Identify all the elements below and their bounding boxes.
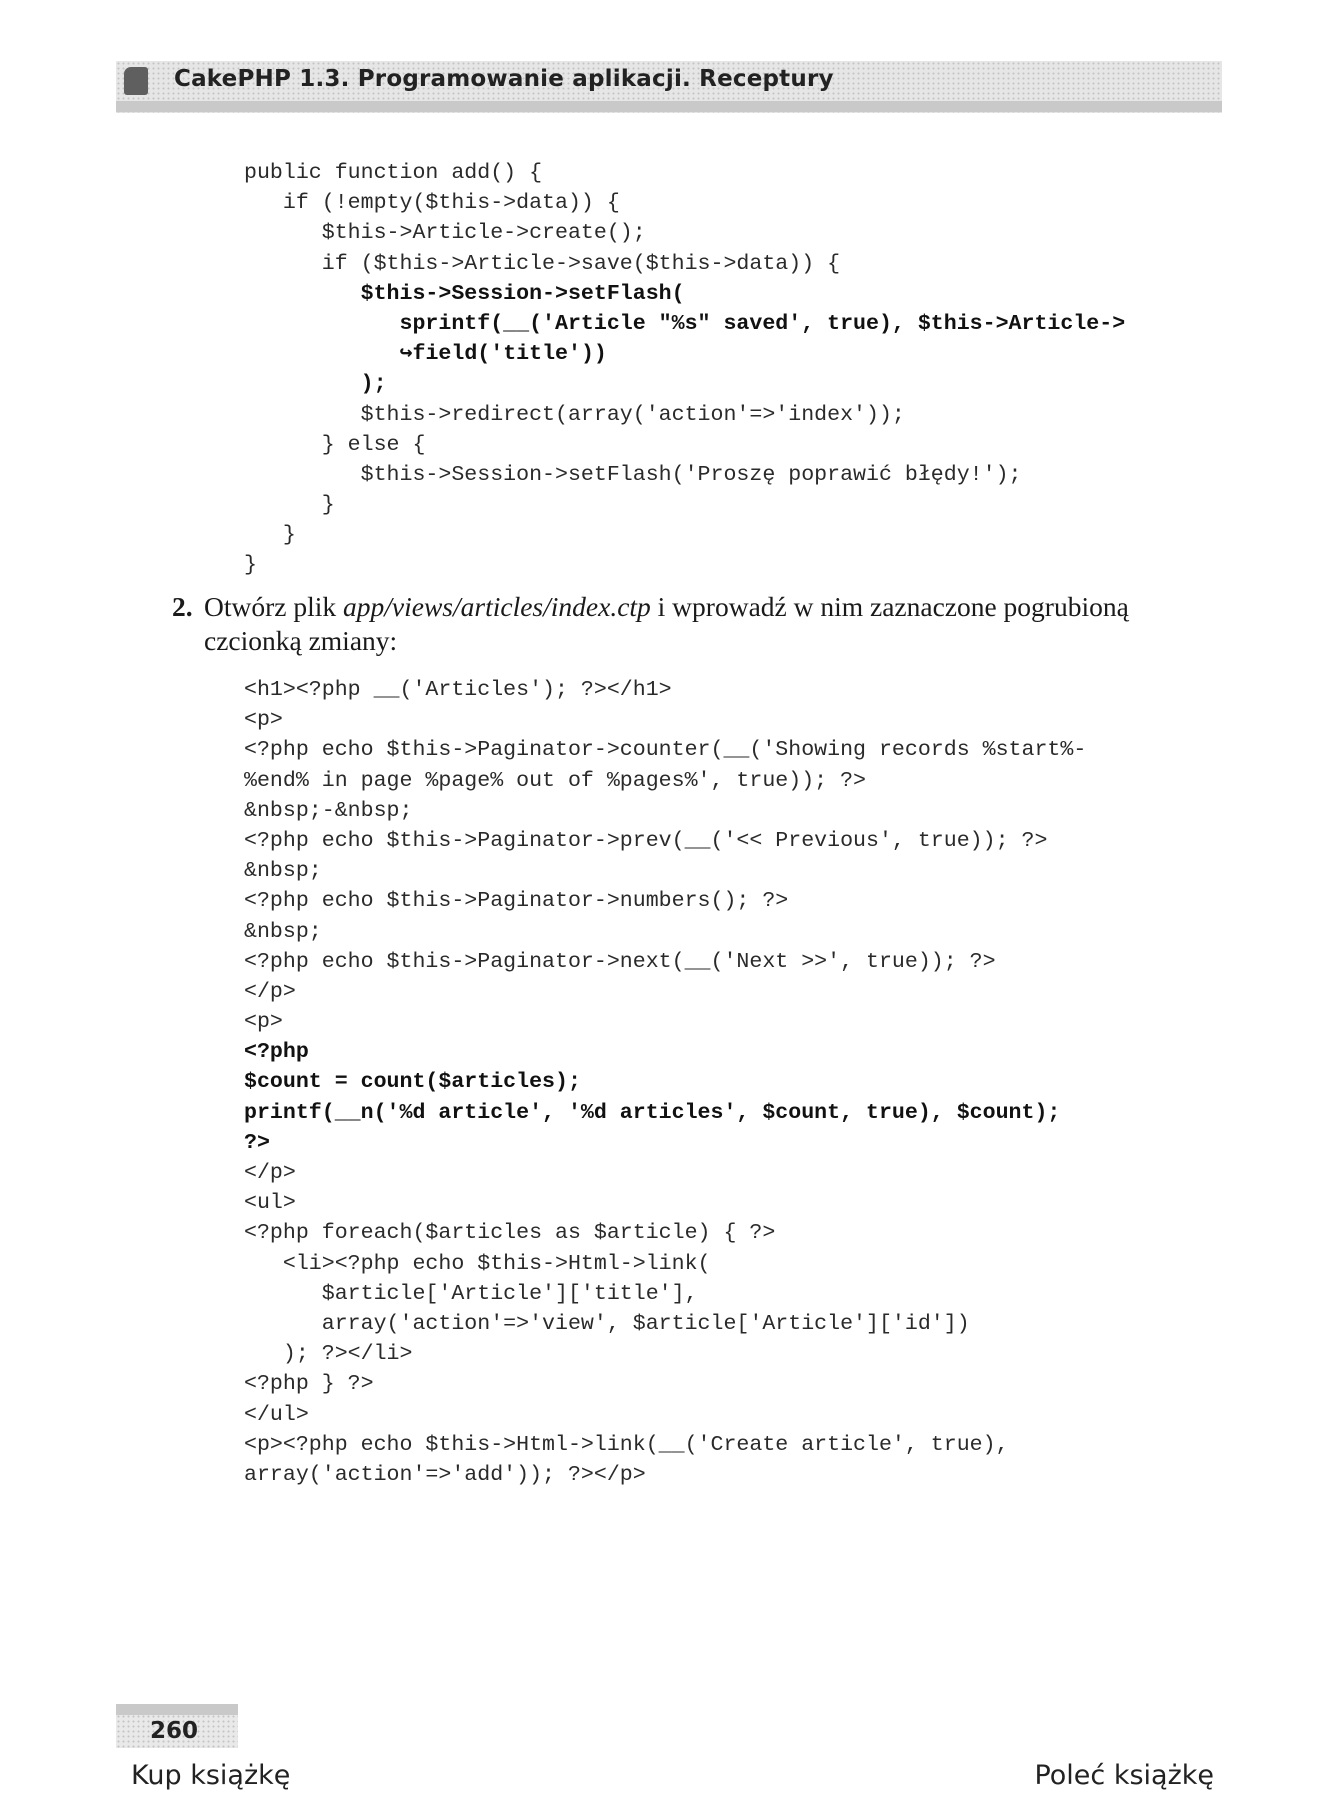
code-line: array('action'=>'add')); ?></p> (244, 1462, 646, 1487)
code-line: <li><?php echo $this->Html->link( (244, 1251, 711, 1276)
code-line: <p> (244, 708, 283, 733)
code-line: <p><?php echo $this->Html->link(__('Create article', true), (244, 1432, 1009, 1457)
step-text-after: i wprowadź w nim zaznaczone pogrubioną czcionką zmiany: (204, 591, 1129, 656)
code-line: printf(__n('%d article', '%d articles', $count, true), $count); (244, 1100, 1061, 1125)
code-line: <h1><?php __('Articles'); ?></h1> (244, 678, 672, 702)
code-line: <p> (244, 1010, 283, 1035)
code-line: %end% in page %page% out of %pages%', true)); ?> (244, 768, 867, 793)
code-line: &nbsp;-&nbsp; (244, 798, 413, 823)
code-line: <?php echo $this->Paginator->numbers(); ?> (244, 889, 789, 914)
code-line: array('action'=>'view', $article['Article']['id']) (244, 1311, 970, 1336)
buy-book-link[interactable]: Kup książkę (131, 1760, 291, 1791)
code-line: } (244, 553, 257, 578)
code-line: <?php echo $this->Paginator->counter(__('Showing records %start%- (244, 738, 1087, 763)
header-rule (116, 101, 1222, 112)
code-line: ); (244, 372, 387, 397)
code-block-view (244, 675, 1086, 1490)
page-number-rule (116, 1704, 238, 1715)
code-line: public function add() { (244, 161, 543, 185)
code-line: $this->Session->setFlash('Proszę poprawić błędy!'); (244, 462, 1022, 487)
code-line: <?php } ?> (244, 1372, 374, 1397)
code-line: ?> (244, 1130, 270, 1155)
book-title: CakePHP 1.3. Programowanie aplikacji. Receptury (174, 66, 834, 92)
code-line: } (244, 493, 335, 518)
code-line: </ul> (244, 1402, 309, 1427)
code-line: </p> (244, 1161, 296, 1185)
page-number: 260 (150, 1718, 199, 1744)
code-line: <?php (244, 1040, 309, 1065)
step-number: 2. (172, 591, 193, 622)
code-line: &nbsp; (244, 859, 322, 884)
code-line: $count = count($articles); (244, 1070, 581, 1095)
code-line: ↪field('title')) (244, 342, 607, 367)
code-line: $this->redirect(array('action'=>'index')); (244, 402, 905, 427)
code-line: sprintf(__('Article "%s" saved', true), $this->Article-> (244, 311, 1126, 336)
header-marker-icon (124, 67, 148, 95)
code-line: if (!empty($this->data)) { (244, 191, 620, 216)
code-line: if ($this->Article->save($this->data)) { (244, 251, 841, 276)
code-line: $article['Article']['title'], (244, 1281, 698, 1306)
code-line: </p> (244, 979, 296, 1004)
code-line: <?php echo $this->Paginator->prev(__('<< Previous', true)); ?> (244, 828, 1048, 853)
code-line: } (244, 523, 296, 548)
code-line: &nbsp; (244, 919, 322, 944)
recommend-book-link[interactable]: Poleć książkę (1034, 1760, 1214, 1791)
step-text (204, 590, 1184, 658)
code-line: <?php echo $this->Paginator->next(__('Next >>', true)); ?> (244, 949, 996, 974)
code-line: $this->Session->setFlash( (244, 281, 685, 306)
code-line: <?php foreach($articles as $article) { ?> (244, 1221, 776, 1246)
file-path: app/views/articles/index.ctp (343, 591, 651, 622)
step-text-before: Otwórz plik (204, 591, 344, 622)
code-block-controller (244, 158, 1125, 581)
code-line: } else { (244, 432, 426, 457)
code-line: <ul> (244, 1191, 296, 1216)
code-line: $this->Article->create(); (244, 221, 646, 246)
code-line: ); ?></li> (244, 1342, 413, 1367)
